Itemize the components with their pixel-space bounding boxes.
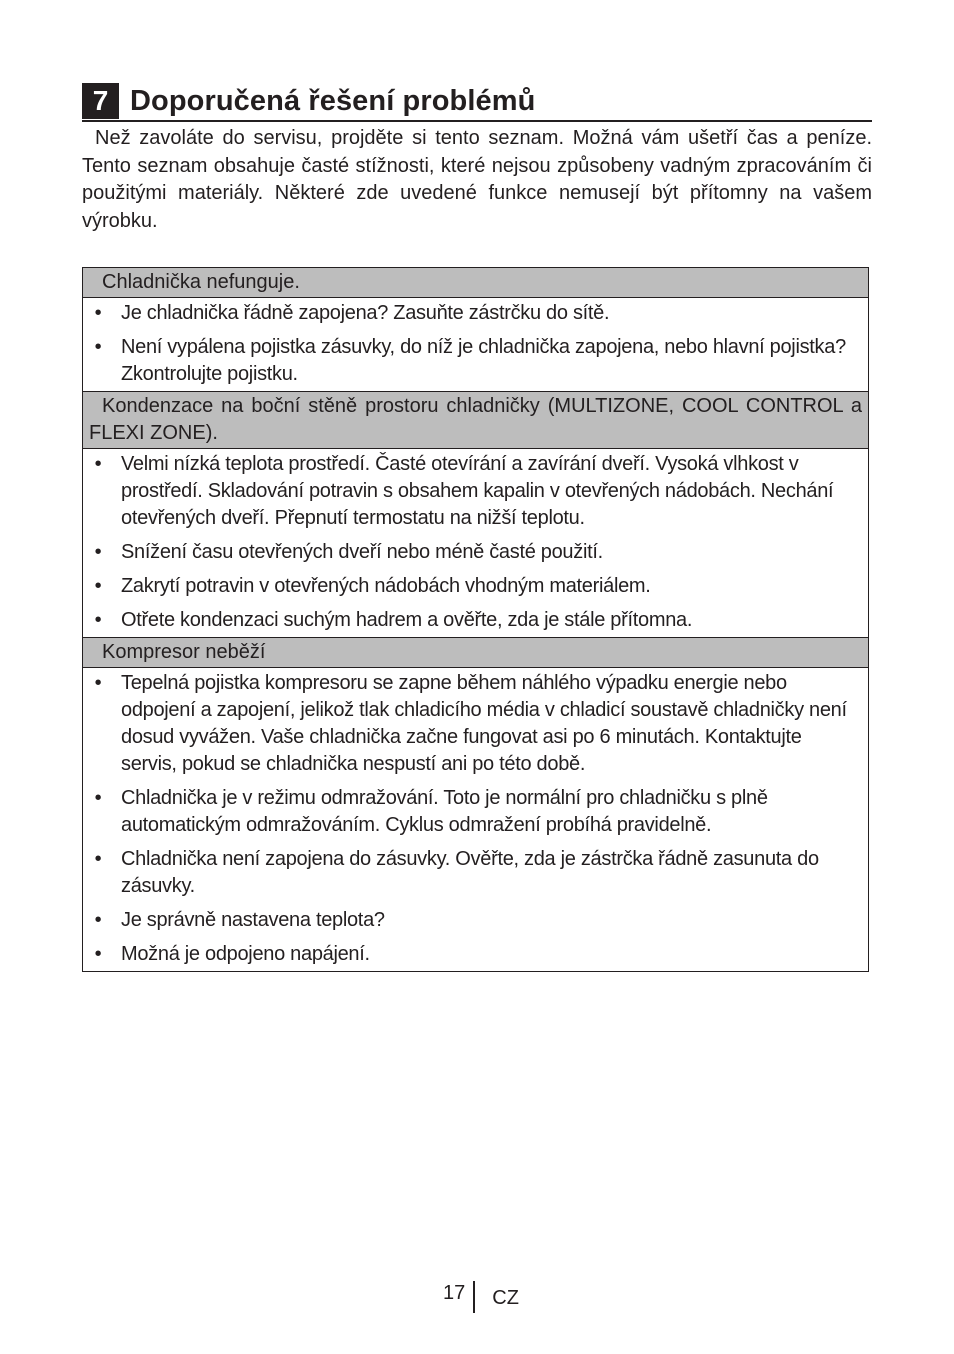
intro-paragraph: Než zavoláte do servisu, projděte si tento seznam. Možná vám ušetří čas a peníze. Tento seznam obsahuje časté stížnosti, které nejsou způsobeny vadným zpracováním či použitými materiály. Některé zde uvedené funkce nemusejí být přítomny na vašem výrobku. — [82, 127, 872, 232]
page-footer — [443, 1281, 519, 1313]
solution-item — [89, 607, 862, 634]
solution-text: Chladnička není zapojena do zásuvky. Ověřte, zda je zástrčka řádně zasunuta do zásuvky. — [121, 848, 819, 897]
language-code: CZ — [492, 1287, 519, 1309]
problem-heading: Chladnička nefunguje. — [83, 268, 868, 298]
section-number: 7 — [82, 83, 119, 119]
solution-list — [83, 298, 868, 391]
bullet-icon: • — [94, 541, 102, 563]
solution-item — [89, 300, 862, 327]
solution-text: Chladnička je v režimu odmražování. Toto je normální pro chladničku s plně automatickým odmražováním. Cyklus odmražení probíhá pravidelně. — [121, 787, 768, 836]
troubleshooting-table — [82, 267, 869, 972]
problem-heading: Kompresor neběží — [83, 637, 868, 668]
solution-text: Zakrytí potravin v otevřených nádobách vhodným materiálem. — [121, 575, 651, 597]
bullet-icon: • — [94, 453, 102, 475]
solution-text: Možná je odpojeno napájení. — [121, 943, 370, 965]
page-number: 17 — [443, 1282, 466, 1304]
section-header — [82, 82, 872, 122]
bullet-icon: • — [94, 909, 102, 931]
solution-item — [89, 573, 862, 600]
bullet-icon: • — [94, 672, 102, 694]
solution-item — [89, 785, 862, 839]
problem-heading: Kondenzace na boční stěně prostoru chladničky (MULTIZONE, COOL CONTROL a FLEXI ZONE). — [83, 391, 868, 449]
bullet-icon: • — [94, 336, 102, 358]
solution-text: Je chladnička řádně zapojena? Zasuňte zástrčku do sítě. — [121, 302, 610, 324]
bullet-icon: • — [94, 787, 102, 809]
bullet-icon: • — [94, 575, 102, 597]
page-content — [82, 82, 872, 235]
bullet-icon: • — [94, 848, 102, 870]
solution-item — [89, 846, 862, 900]
solution-text: Otřete kondenzaci suchým hadrem a ověřte, zda je stále přítomna. — [121, 609, 693, 631]
solution-list — [83, 668, 868, 971]
solution-text: Tepelná pojistka kompresoru se zapne během náhlého výpadku energie nebo odpojení a zapojení, jelikož tlak chladicího média v chladicí soustavě chladničky není dosud vyvážen. Vaše chladnička začne fungovat asi po 6 minutách. Kontaktujte servis, pokud se chladnička nespustí ani po této době. — [121, 672, 847, 775]
solution-item — [89, 451, 862, 532]
solution-text: Je správně nastavena teplota? — [121, 909, 385, 931]
solution-list — [83, 449, 868, 637]
bullet-icon: • — [94, 609, 102, 631]
solution-text: Velmi nízká teplota prostředí. Časté otevírání a zavírání dveří. Vysoká vlhkost v prostředí. Skladování potravin s obsahem kapalin v otevřených nádobách. Nechání otevřených dveří. Přepnutí termostatu na nižší teplotu. — [121, 453, 834, 529]
solution-item — [89, 334, 862, 388]
solution-text: Není vypálena pojistka zásuvky, do níž je chladnička zapojena, nebo hlavní pojistka? Zkontrolujte pojistku. — [121, 336, 846, 385]
solution-text: Snížení času otevřených dveří nebo méně časté použití. — [121, 541, 603, 563]
bullet-icon: • — [94, 302, 102, 324]
solution-item — [89, 941, 862, 968]
section-title: Doporučená řešení problémů — [130, 84, 536, 117]
solution-item — [89, 670, 862, 778]
solution-item — [89, 907, 862, 934]
solution-item — [89, 539, 862, 566]
bullet-icon: • — [94, 943, 102, 965]
